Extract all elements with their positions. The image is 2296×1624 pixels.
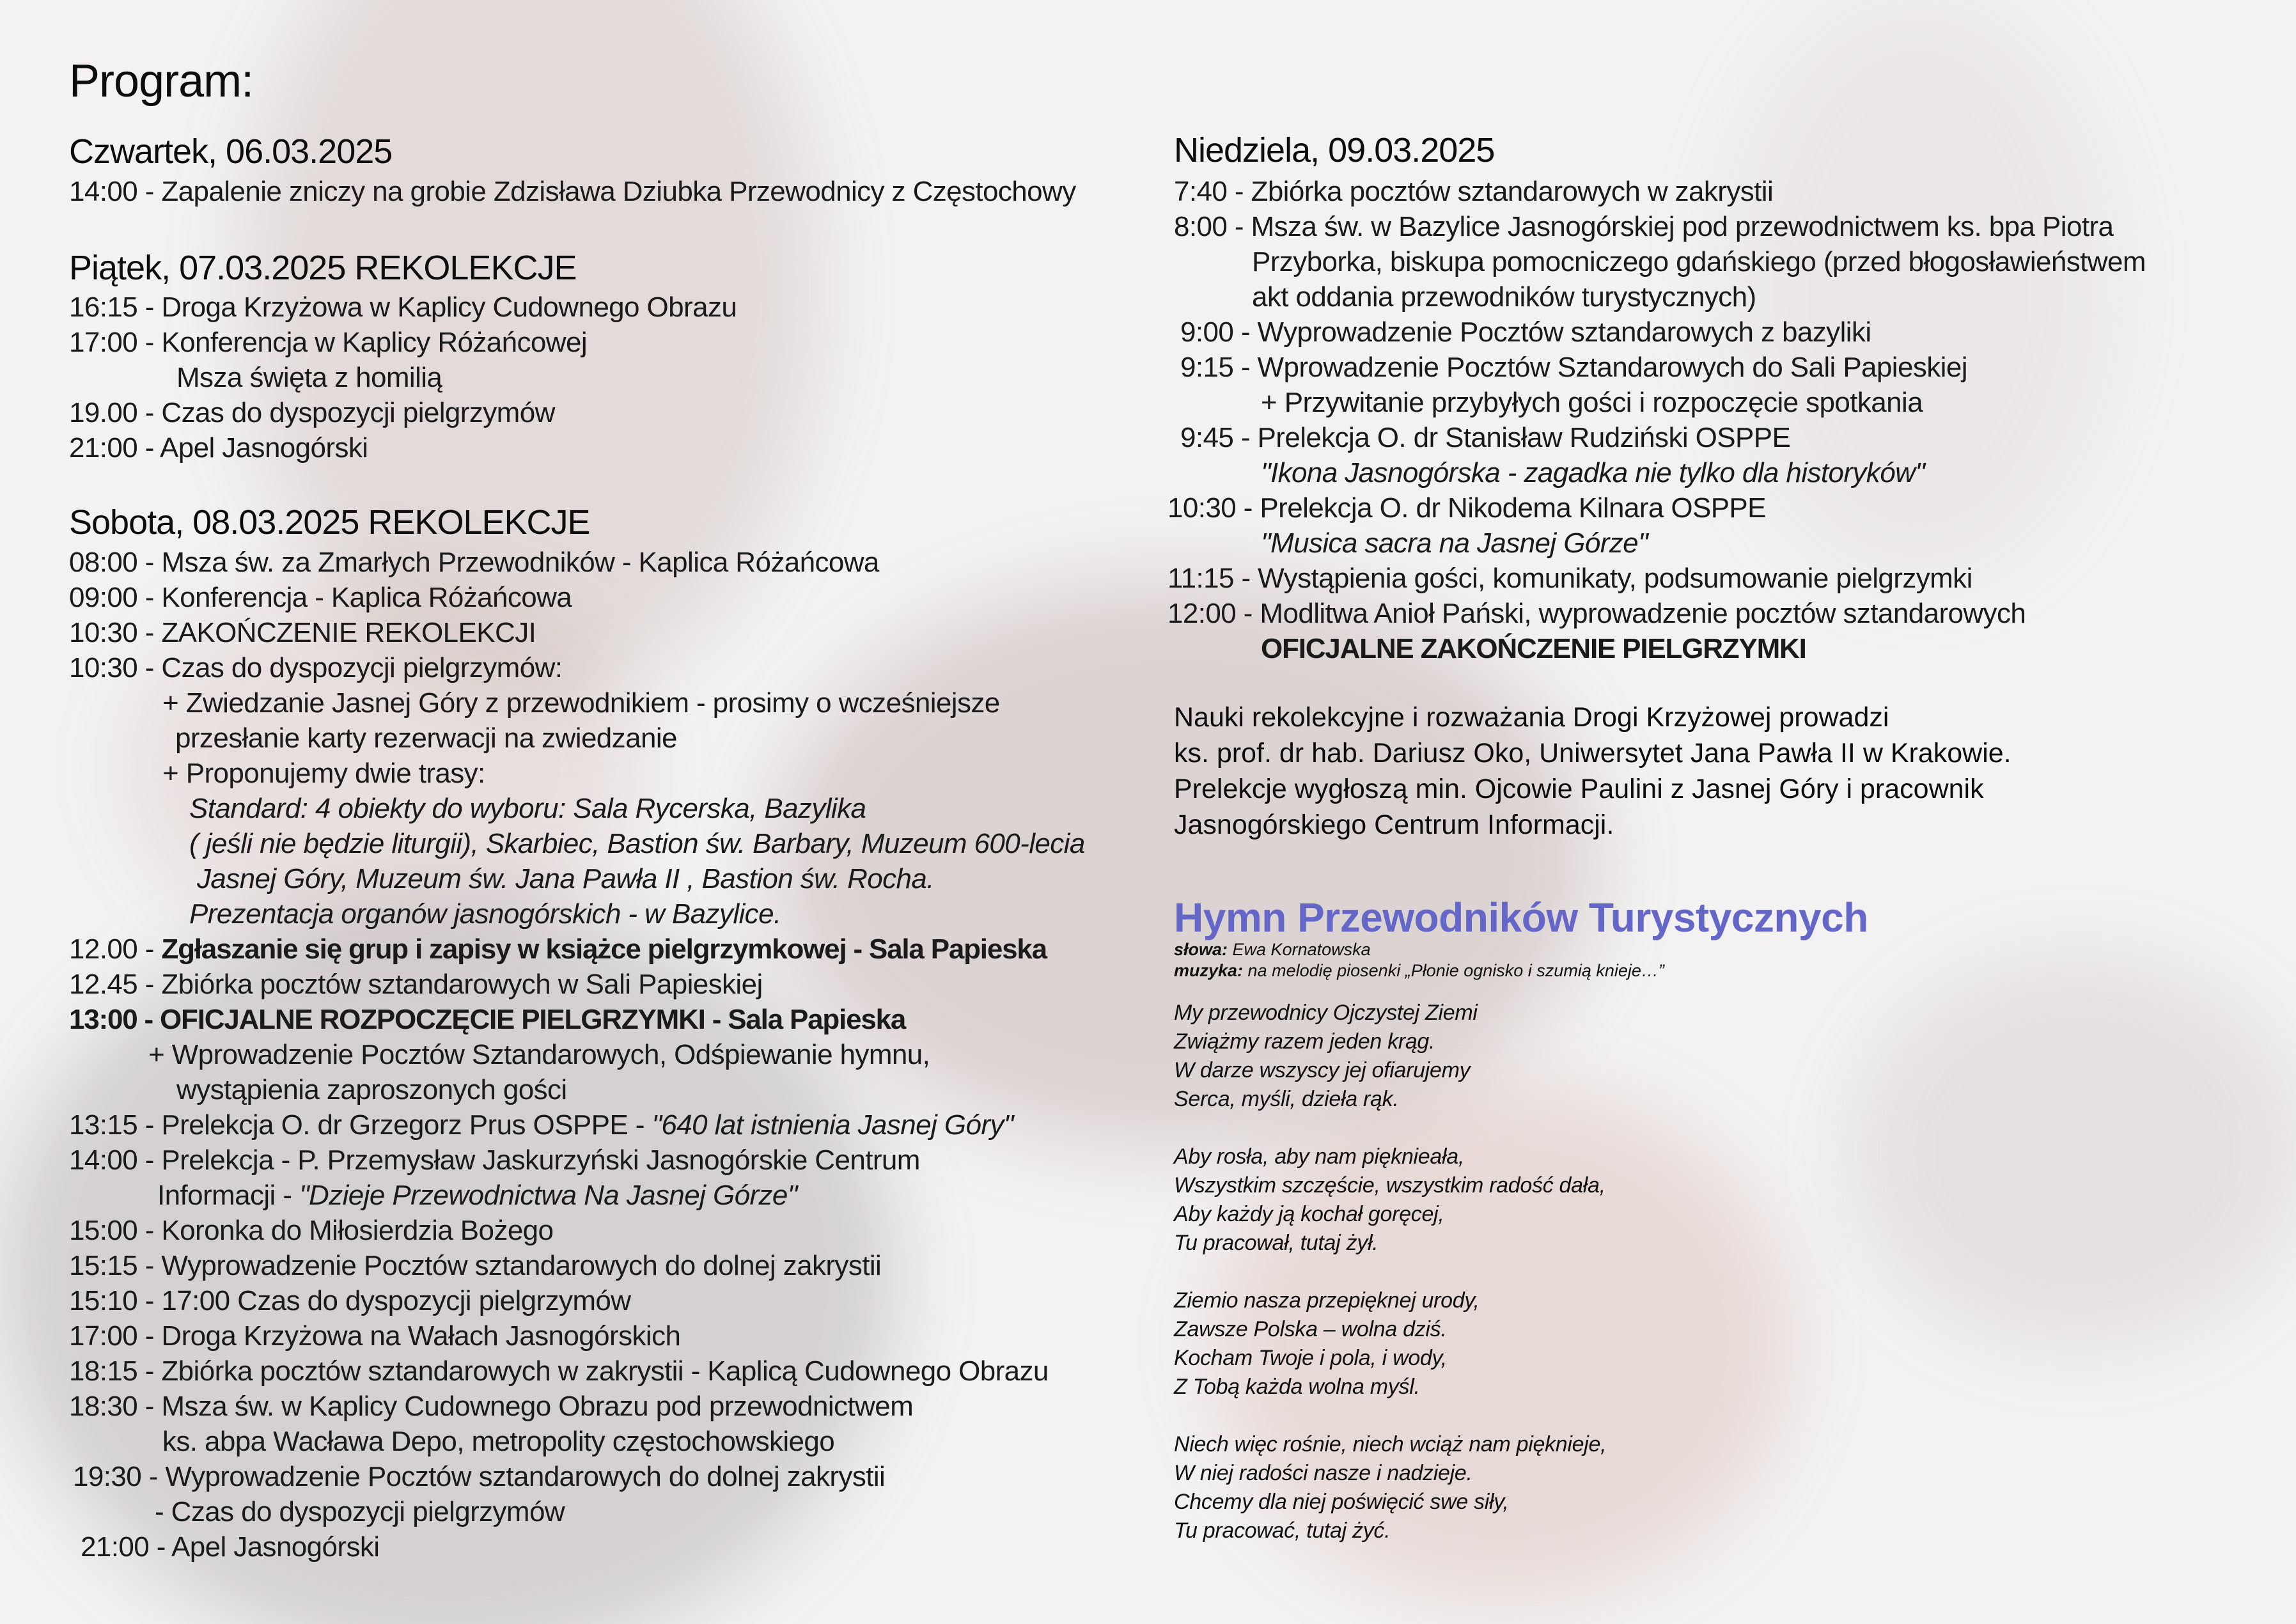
words-value: Ewa Kornatowska — [1228, 940, 1371, 959]
verse-line: Ziemio nasza przepięknej urody, — [1174, 1288, 1480, 1313]
info-line: Jasnogórskiego Centrum Informacji. — [1174, 809, 1614, 840]
hymn-words-credit — [1174, 940, 1371, 960]
hymn-stanza-2 — [1174, 1143, 1605, 1258]
verse-line: Chcemy dla niej poświęcić swe siły, — [1174, 1490, 1509, 1514]
schedule-line-text: 8:00 - Msza św. w Bazylice Jasnogórskiej pod przewodnictwem ks. bpa Piotra — [1174, 211, 2114, 242]
schedule-line-text: + Proponujemy dwie trasy: — [162, 758, 485, 789]
schedule-line-text: + Przywitanie przybyłych gości i rozpoczęcie spotkania — [1261, 387, 1923, 418]
schedule-line — [1168, 490, 2261, 526]
schedule-line — [69, 1424, 1156, 1459]
schedule-line-text: + Zwiedzanie Jasnej Góry z przewodnikiem - prosimy o wcześniejsze — [162, 687, 1000, 719]
schedule-line — [69, 1213, 1156, 1248]
verse-line: Wszystkim szczęście, wszystkim radość dała, — [1174, 1173, 1605, 1198]
schedule-line — [69, 325, 1156, 360]
verse-line: Zwiążmy razem jeden krąg. — [1174, 1029, 1435, 1054]
info-line: Prelekcje wygłoszą min. Ojcowie Paulini z Jasnej Góry i pracownik — [1174, 774, 1984, 804]
schedule-line-text: 10:30 - ZAKOŃCZENIE REKOLEKCJI — [69, 617, 536, 648]
schedule-line — [1174, 420, 2261, 455]
schedule-line-text: 19:30 - Wyprowadzenie Pocztów sztandarowych do dolnej zakrystii — [73, 1461, 886, 1492]
schedule-line — [69, 1072, 1156, 1107]
lecture-title: "Dzieje Przewodnictwa Na Jasnej Górze" — [299, 1180, 797, 1211]
schedule-line-text: 16:15 - Droga Krzyżowa w Kaplicy Cudownego Obrazu — [69, 292, 737, 323]
day-heading-thursday: Czwartek, 06.03.2025 — [69, 132, 393, 171]
schedule-line — [69, 932, 1156, 967]
schedule-line — [69, 1143, 1156, 1178]
schedule-line — [69, 1318, 1156, 1354]
lecture-title: "640 lat istnienia Jasnej Góry" — [652, 1109, 1013, 1141]
schedule-line — [69, 1107, 1156, 1143]
schedule-line — [1174, 455, 2261, 490]
schedule-line-text: przesłanie karty rezerwacji na zwiedzanie — [175, 722, 677, 754]
schedule-line-text: 13:00 - OFICJALNE ROZPOCZĘCIE PIELGRZYMKI - Sala Papieska — [69, 1004, 906, 1035]
verse-line: Tu pracował, tutaj żył. — [1174, 1231, 1378, 1255]
schedule-line-text: + Wprowadzenie Pocztów Sztandarowych, Odśpiewanie hymnu, — [148, 1039, 930, 1070]
schedule-line — [69, 290, 1156, 325]
verse-line: W niej radości nasze i nadzieje. — [1174, 1461, 1472, 1485]
schedule-line — [1174, 244, 2261, 279]
schedule-line-text: Informacji - — [157, 1180, 300, 1211]
schedule-line-text: 15:10 - 17:00 Czas do dyspozycji pielgrzymów — [69, 1285, 631, 1316]
schedule-line-text: akt oddania przewodników turystycznych) — [1252, 281, 1756, 313]
verse-line: Zawsze Polska – wolna dziś. — [1174, 1317, 1447, 1341]
schedule-line — [1174, 631, 2261, 666]
schedule-line-text: OFICJALNE ZAKOŃCZENIE PIELGRZYMKI — [1261, 633, 1806, 664]
schedule-line — [69, 791, 1156, 826]
schedule-line-text: Przyborka, biskupa pomocniczego gdańskiego (przed błogosławieństwem — [1252, 246, 2146, 277]
schedule-line-text: 12:00 - Modlitwa Anioł Pański, wyprowadzenie pocztów sztandarowych — [1168, 598, 2026, 629]
page-title: Program: — [69, 56, 254, 107]
hymn-stanza-4 — [1174, 1430, 1606, 1545]
verse-line: Serca, myśli, dzieła rąk. — [1174, 1087, 1399, 1111]
schedule-line — [69, 1002, 1156, 1037]
schedule-line — [69, 1248, 1156, 1283]
day-heading-saturday: Sobota, 08.03.2025 REKOLEKCJE — [69, 503, 590, 542]
schedule-line-text: 9:45 - Prelekcja O. dr Stanisław Rudziński OSPPE — [1180, 422, 1791, 453]
schedule-line-text: - Czas do dyspozycji pielgrzymów — [155, 1496, 565, 1527]
schedule-line-text: 12.45 - Zbiórka pocztów sztandarowych w Sali Papieskiej — [69, 969, 763, 1000]
info-line: ks. prof. dr hab. Dariusz Oko, Uniwersytet Jana Pawła II w Krakowie. — [1174, 738, 2011, 769]
words-label: słowa: — [1174, 940, 1228, 959]
schedule-line — [69, 685, 1156, 721]
schedule-line-text: Jasnej Góry, Muzeum św. Jana Pawła II , Bastion św. Rocha. — [197, 863, 934, 894]
schedule-line-text: 09:00 - Konferencja - Kaplica Różańcowa — [69, 582, 572, 613]
schedule-line-text: 21:00 - Apel Jasnogórski — [81, 1531, 380, 1563]
schedule-line — [69, 721, 1156, 756]
schedule-line-text: 21:00 - Apel Jasnogórski — [69, 432, 368, 464]
schedule-line — [1174, 526, 2261, 561]
schedule-line — [69, 756, 1156, 791]
schedule-line — [69, 1037, 1156, 1072]
schedule-line-text: "Musica sacra na Jasnej Górze" — [1261, 527, 1648, 559]
schedule-line — [69, 1459, 1156, 1494]
schedule-line — [1174, 385, 2261, 420]
schedule-line — [69, 1529, 1156, 1565]
schedule-line — [69, 174, 1156, 209]
schedule-line — [69, 1494, 1156, 1529]
schedule-line-text: 12.00 - — [69, 933, 162, 965]
schedule-line — [1174, 350, 2261, 385]
day-heading-friday: Piątek, 07.03.2025 REKOLEKCJE — [69, 249, 577, 287]
schedule-line — [1174, 209, 2261, 244]
verse-line: My przewodnicy Ojczystej Ziemi — [1174, 1001, 1478, 1025]
schedule-line — [69, 650, 1156, 685]
verse-line: Tu pracować, tutaj żyć. — [1174, 1519, 1391, 1543]
schedule-line-text: 9:15 - Wprowadzenie Pocztów Sztandarowych do Sali Papieskiej — [1180, 352, 1967, 383]
verse-line: Kocham Twoje i pola, i wody, — [1174, 1346, 1447, 1370]
schedule-line-text: ( jeśli nie będzie liturgii), Skarbiec, Bastion św. Barbary, Muzeum 600-lecia — [189, 828, 1085, 859]
schedule-line-text: 14:00 - Prelekcja - P. Przemysław Jaskurzyński Jasnogórskie Centrum — [69, 1144, 920, 1176]
schedule-line-text: 11:15 - Wystąpienia gości, komunikaty, podsumowanie pielgrzymki — [1168, 563, 1972, 594]
schedule-line-text: 13:15 - Prelekcja O. dr Grzegorz Prus OSPPE - — [69, 1109, 652, 1141]
schedule-line — [69, 1389, 1156, 1424]
schedule-line — [69, 1283, 1156, 1318]
schedule-line — [69, 615, 1156, 650]
schedule-line — [1168, 561, 2261, 596]
schedule-line-text: 15:00 - Koronka do Miłosierdzia Bożego — [69, 1215, 554, 1246]
schedule-line-text: 14:00 - Zapalenie zniczy na grobie Zdzisława Dziubka Przewodnicy z Częstochowy — [69, 176, 1076, 207]
schedule-line-text: 10:30 - Prelekcja O. dr Nikodema Kilnara OSPPE — [1168, 492, 1766, 524]
schedule-line — [1168, 596, 2261, 631]
verse-line: Niech więc rośnie, niech wciąż nam pięknieje, — [1174, 1432, 1607, 1456]
music-label: muzyka: — [1174, 961, 1244, 980]
verse-line: Aby rosła, aby nam pięknieała, — [1174, 1144, 1465, 1169]
schedule-line-text: 18:15 - Zbiórka pocztów sztandarowych w zakrystii - Kaplicą Cudownego Obrazu — [69, 1355, 1049, 1387]
schedule-line-text: 17:00 - Konferencja w Kaplicy Różańcowej — [69, 327, 588, 358]
schedule-line-text: 15:15 - Wyprowadzenie Pocztów sztandarowych do dolnej zakrystii — [69, 1250, 882, 1281]
schedule-line — [69, 580, 1156, 615]
hymn-stanza-3 — [1174, 1286, 1480, 1401]
schedule-line — [69, 967, 1156, 1002]
schedule-line — [69, 1178, 1156, 1213]
verse-line: W darze wszyscy jej ofiarujemy — [1174, 1058, 1471, 1082]
schedule-line — [69, 826, 1156, 861]
schedule-saturday — [69, 545, 1156, 1565]
schedule-line — [69, 1354, 1156, 1389]
info-line: Nauki rekolekcyjne i rozważania Drogi Krzyżowej prowadzi — [1174, 702, 1889, 733]
schedule-line — [69, 896, 1156, 932]
schedule-line-emphasis: Zgłaszanie się grup i zapisy w książce pielgrzymkowej - Sala Papieska — [161, 933, 1047, 965]
schedule-sunday — [1168, 174, 2261, 666]
schedule-line — [1174, 174, 2261, 209]
hymn-stanza-1 — [1174, 999, 1478, 1114]
schedule-line — [1174, 279, 2261, 315]
schedule-line-text: Msza święta z homilią — [176, 362, 442, 393]
schedule-line-text: 9:00 - Wyprowadzenie Pocztów sztandarowych z bazyliki — [1180, 316, 1871, 348]
verse-line: Z Tobą każda wolna myśl. — [1174, 1375, 1420, 1399]
day-heading-sunday: Niedziela, 09.03.2025 — [1174, 131, 1495, 169]
retreat-info — [1174, 699, 2261, 843]
schedule-line-text: 18:30 - Msza św. w Kaplicy Cudownego Obrazu pod przewodnictwem — [69, 1391, 914, 1422]
schedule-line — [1174, 315, 2261, 350]
schedule-line-text: 08:00 - Msza św. za Zmarłych Przewodników - Kaplica Różańcowa — [69, 547, 879, 578]
hymn-title: Hymn Przewodników Turystycznych — [1174, 894, 1868, 941]
schedule-line-text: wystąpienia zaproszonych gości — [176, 1074, 567, 1105]
schedule-thursday — [69, 174, 1156, 209]
music-value: na melodię piosenki „Płonie ognisko i szumią knieje…” — [1243, 961, 1664, 980]
schedule-line — [69, 360, 1156, 395]
hymn-music-credit — [1174, 961, 1664, 981]
verse-line: Aby każdy ją kochał goręcej, — [1174, 1202, 1444, 1226]
schedule-line-text: 17:00 - Droga Krzyżowa na Wałach Jasnogórskich — [69, 1320, 681, 1352]
schedule-line-text: ks. abpa Wacława Depo, metropolity częstochowskiego — [162, 1426, 835, 1457]
schedule-line — [69, 861, 1156, 896]
schedule-line — [69, 545, 1156, 580]
schedule-line-text: 7:40 - Zbiórka pocztów sztandarowych w zakrystii — [1174, 176, 1774, 207]
schedule-line — [69, 430, 1156, 465]
schedule-friday — [69, 290, 1156, 465]
schedule-line-text: Prezentacja organów jasnogórskich - w Bazylice. — [189, 898, 781, 930]
schedule-line-text: "Ikona Jasnogórska - zagadka nie tylko dla historyków" — [1261, 457, 1925, 488]
schedule-line-text: Standard: 4 obiekty do wyboru: Sala Rycerska, Bazylika — [189, 793, 866, 824]
schedule-line-text: 10:30 - Czas do dyspozycji pielgrzymów: — [69, 652, 563, 683]
schedule-line-text: 19.00 - Czas do dyspozycji pielgrzymów — [69, 397, 555, 428]
schedule-line — [69, 395, 1156, 430]
